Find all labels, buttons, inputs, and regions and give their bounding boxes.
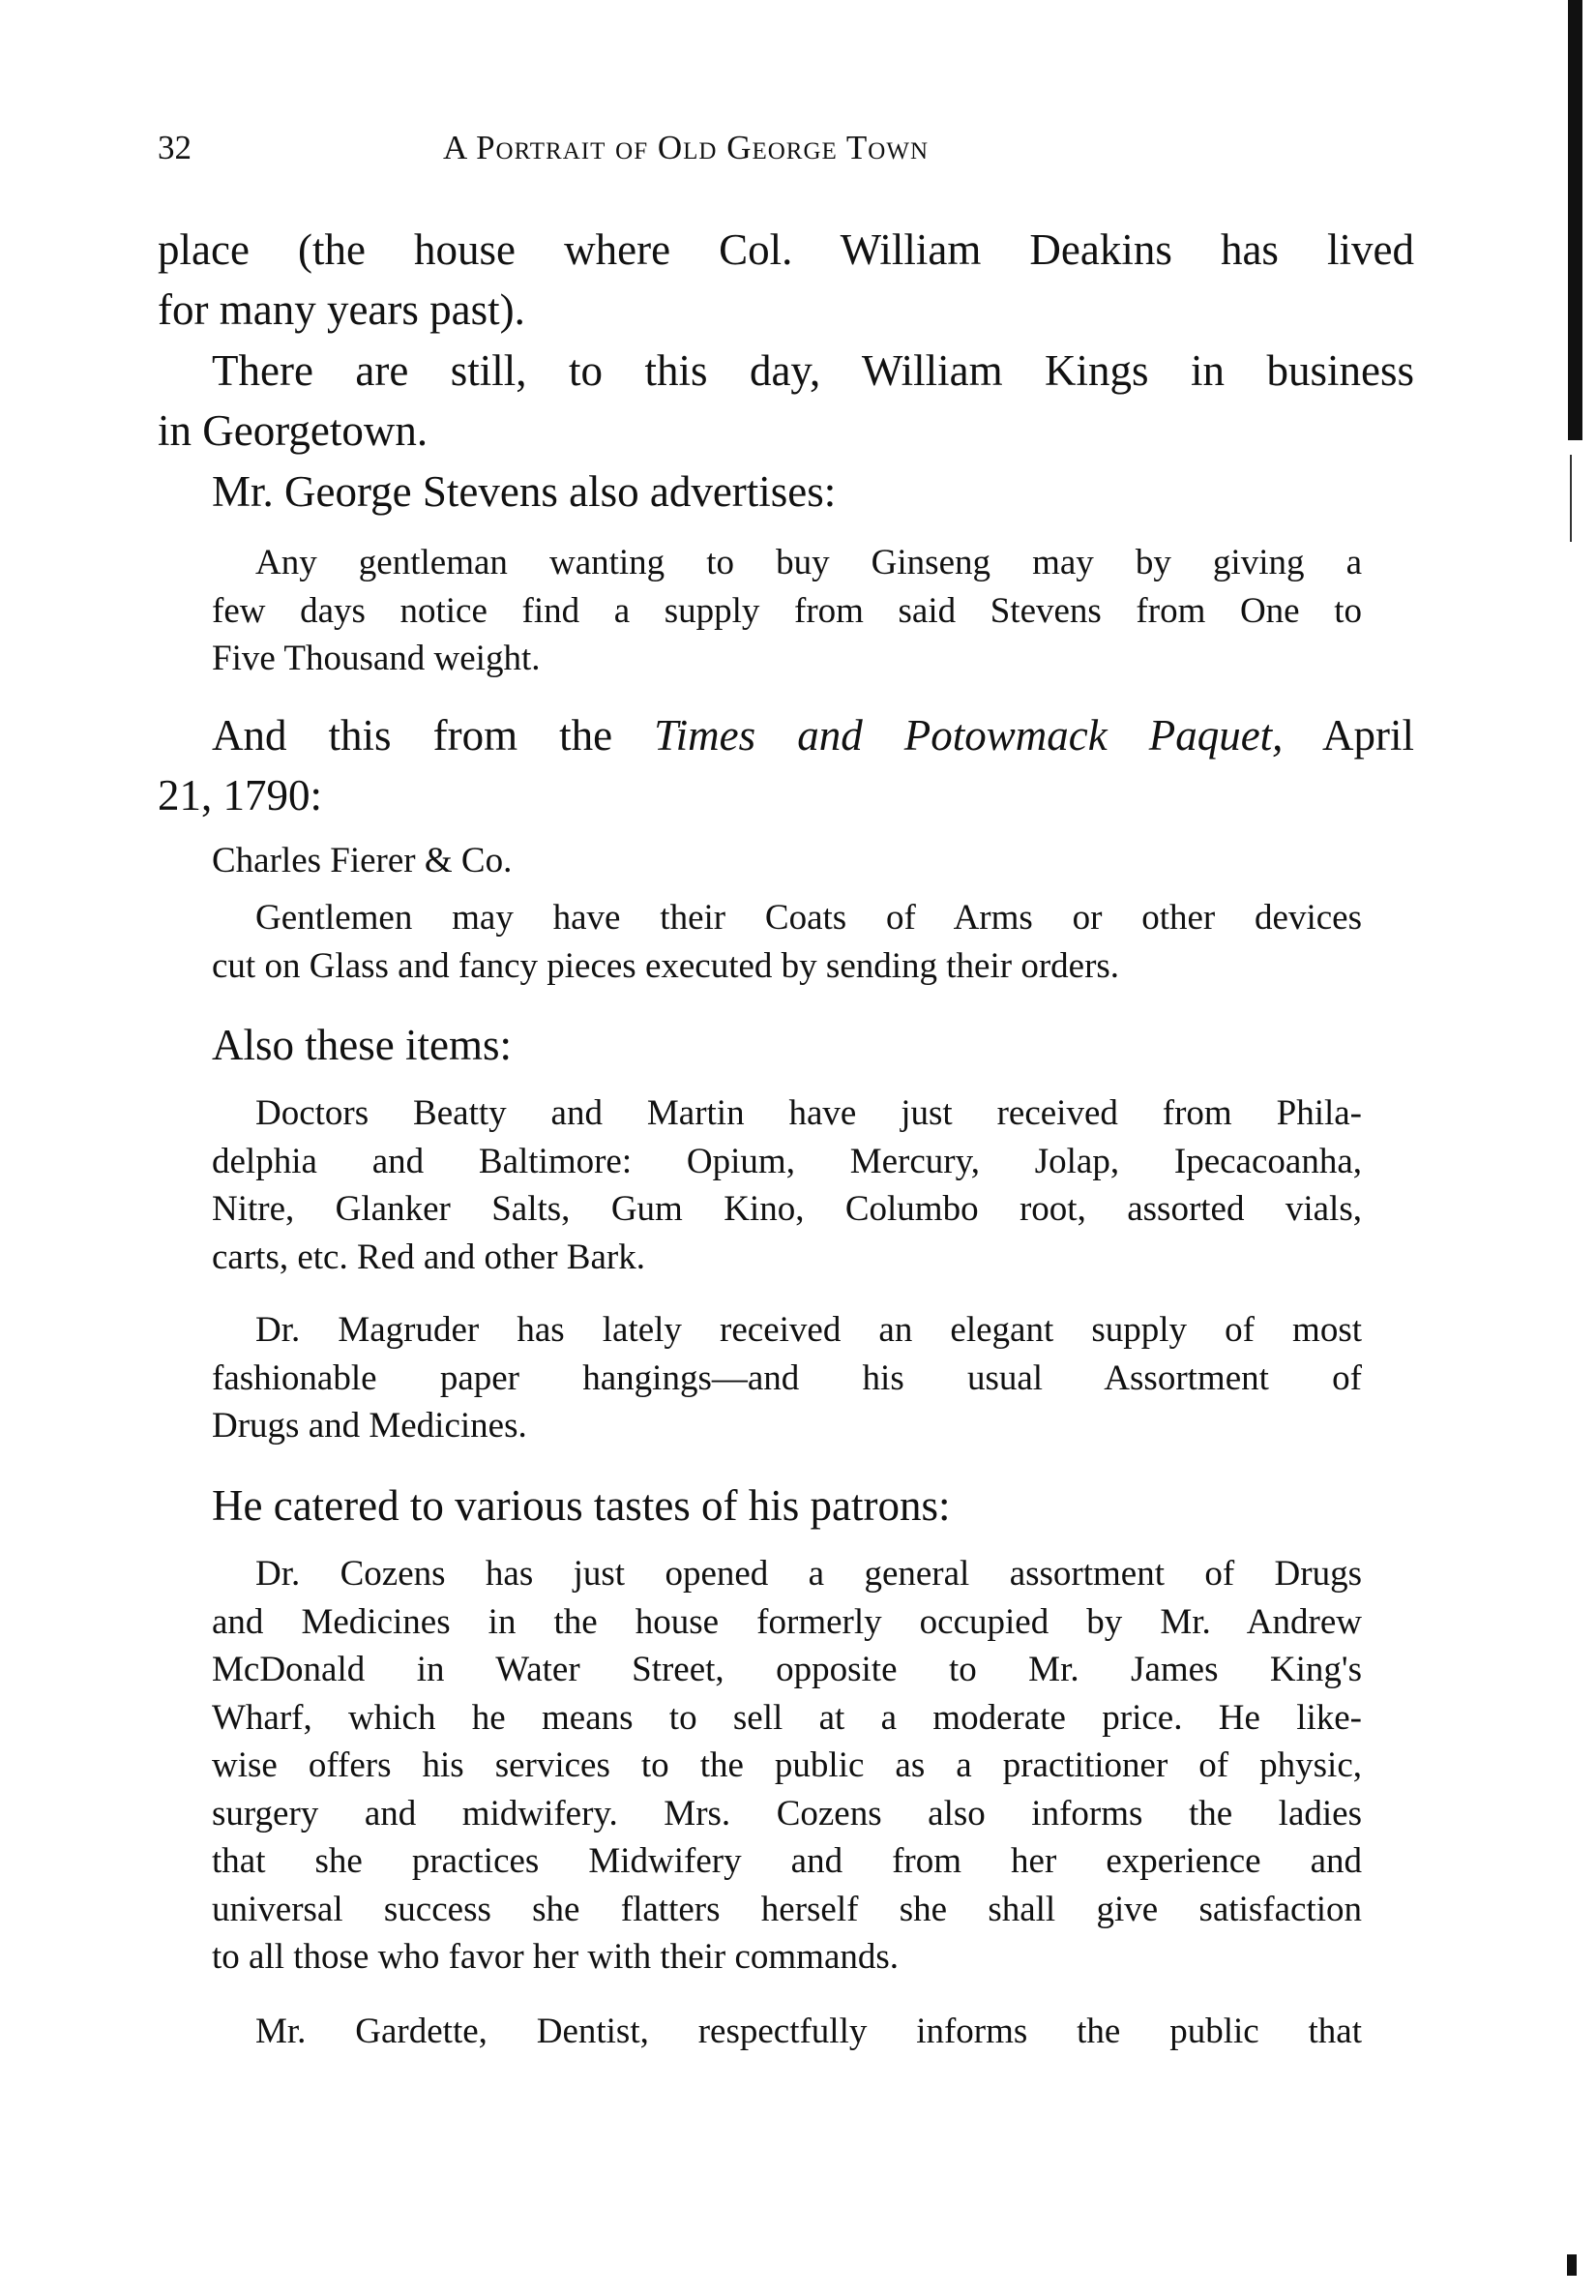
text-line: surgery and midwifery. Mrs. Cozens also informs the ladies xyxy=(212,1793,1362,1834)
page-number: 32 xyxy=(158,129,192,166)
scan-edge-shadow xyxy=(1568,0,1582,440)
text-line: in Georgetown. xyxy=(158,406,429,455)
text-segment: April xyxy=(1283,711,1414,760)
paragraph xyxy=(158,1015,1414,1075)
text-line: and Medicines in the house formerly occupied by Mr. Andrew xyxy=(212,1601,1362,1642)
text-line: fashionable paper hangings—and his usual Assortment of xyxy=(212,1357,1362,1398)
text-line: McDonald in Water Street, opposite to Mr. James King's xyxy=(212,1650,1362,1689)
text-line: 21, 1790: xyxy=(158,771,323,820)
text-line: Charles Fierer & Co. xyxy=(212,841,513,880)
running-title: A Portrait of Old George Town xyxy=(443,129,929,166)
text-line: There are still, to this day, William Kings in business xyxy=(212,346,1414,395)
text-line: Gentlemen may have their Coats of Arms or other devices xyxy=(255,898,1362,938)
text-line: that she practices Midwifery and from her experience and xyxy=(212,1841,1362,1881)
running-header xyxy=(158,124,1125,172)
text-line: carts, etc. Red and other Bark. xyxy=(212,1237,645,1277)
text-line: for many years past). xyxy=(158,285,525,334)
text-line: Drugs and Medicines. xyxy=(212,1406,527,1446)
text-line: Five Thousand weight. xyxy=(212,639,541,678)
quoted-advertisement xyxy=(212,2008,1362,2056)
text-line: Nitre, Glanker Salts, Gum Kino, Columbo root, assorted vials, xyxy=(212,1189,1362,1229)
paragraph xyxy=(158,1476,1414,1536)
text-line: Doctors Beatty and Martin have just received from Phila- xyxy=(255,1093,1362,1133)
text-line xyxy=(158,705,1414,765)
paragraph xyxy=(158,462,1414,522)
text-line: Wharf, which he means to sell at a moderate price. He like- xyxy=(212,1697,1362,1738)
paragraph xyxy=(158,220,1414,340)
scan-edge-mark-bottom xyxy=(1567,2254,1577,2276)
text-line: Dr. Magruder has lately received an elegant supply of most xyxy=(255,1310,1362,1350)
text-line: wise offers his services to the public as a practitioner of physic, xyxy=(212,1745,1362,1785)
quoted-advertisement xyxy=(212,539,1362,683)
text-line: to all those who favor her with their commands. xyxy=(212,1937,900,1977)
quoted-advertisement xyxy=(212,894,1362,990)
quoted-advertisement xyxy=(212,1089,1362,1281)
scan-edge-mark xyxy=(1570,455,1572,542)
italic-title: Times and Potowmack Paquet, xyxy=(654,711,1284,760)
text-line: delphia and Baltimore: Opium, Mercury, Jolap, Ipecacoanha, xyxy=(212,1141,1362,1181)
text-line: cut on Glass and fancy pieces executed by sending their orders. xyxy=(212,945,1120,986)
quoted-advertisement xyxy=(212,1550,1362,1982)
paragraph xyxy=(158,341,1414,461)
text-line: few days notice find a supply from said Stevens from One to xyxy=(212,590,1362,631)
text-line: place (the house where Col. William Deakins has lived xyxy=(158,225,1414,274)
quoted-advertisement xyxy=(212,837,1362,885)
text-segment: And this from the xyxy=(212,711,655,760)
quoted-advertisement xyxy=(212,1306,1362,1450)
text-line: Any gentleman wanting to buy Ginseng may by giving a xyxy=(255,543,1362,582)
text-line: Mr. Gardette, Dentist, respectfully informs the public that xyxy=(255,2012,1362,2051)
text-line: Dr. Cozens has just opened a general assortment of Drugs xyxy=(255,1554,1362,1594)
text-line: Mr. George Stevens also advertises: xyxy=(212,467,837,516)
text-line: He catered to various tastes of his patrons: xyxy=(212,1481,951,1530)
text-line: Also these items: xyxy=(212,1021,512,1069)
paragraph xyxy=(158,705,1414,825)
text-line: universal success she flatters herself she shall give satisfaction xyxy=(212,1889,1362,1929)
